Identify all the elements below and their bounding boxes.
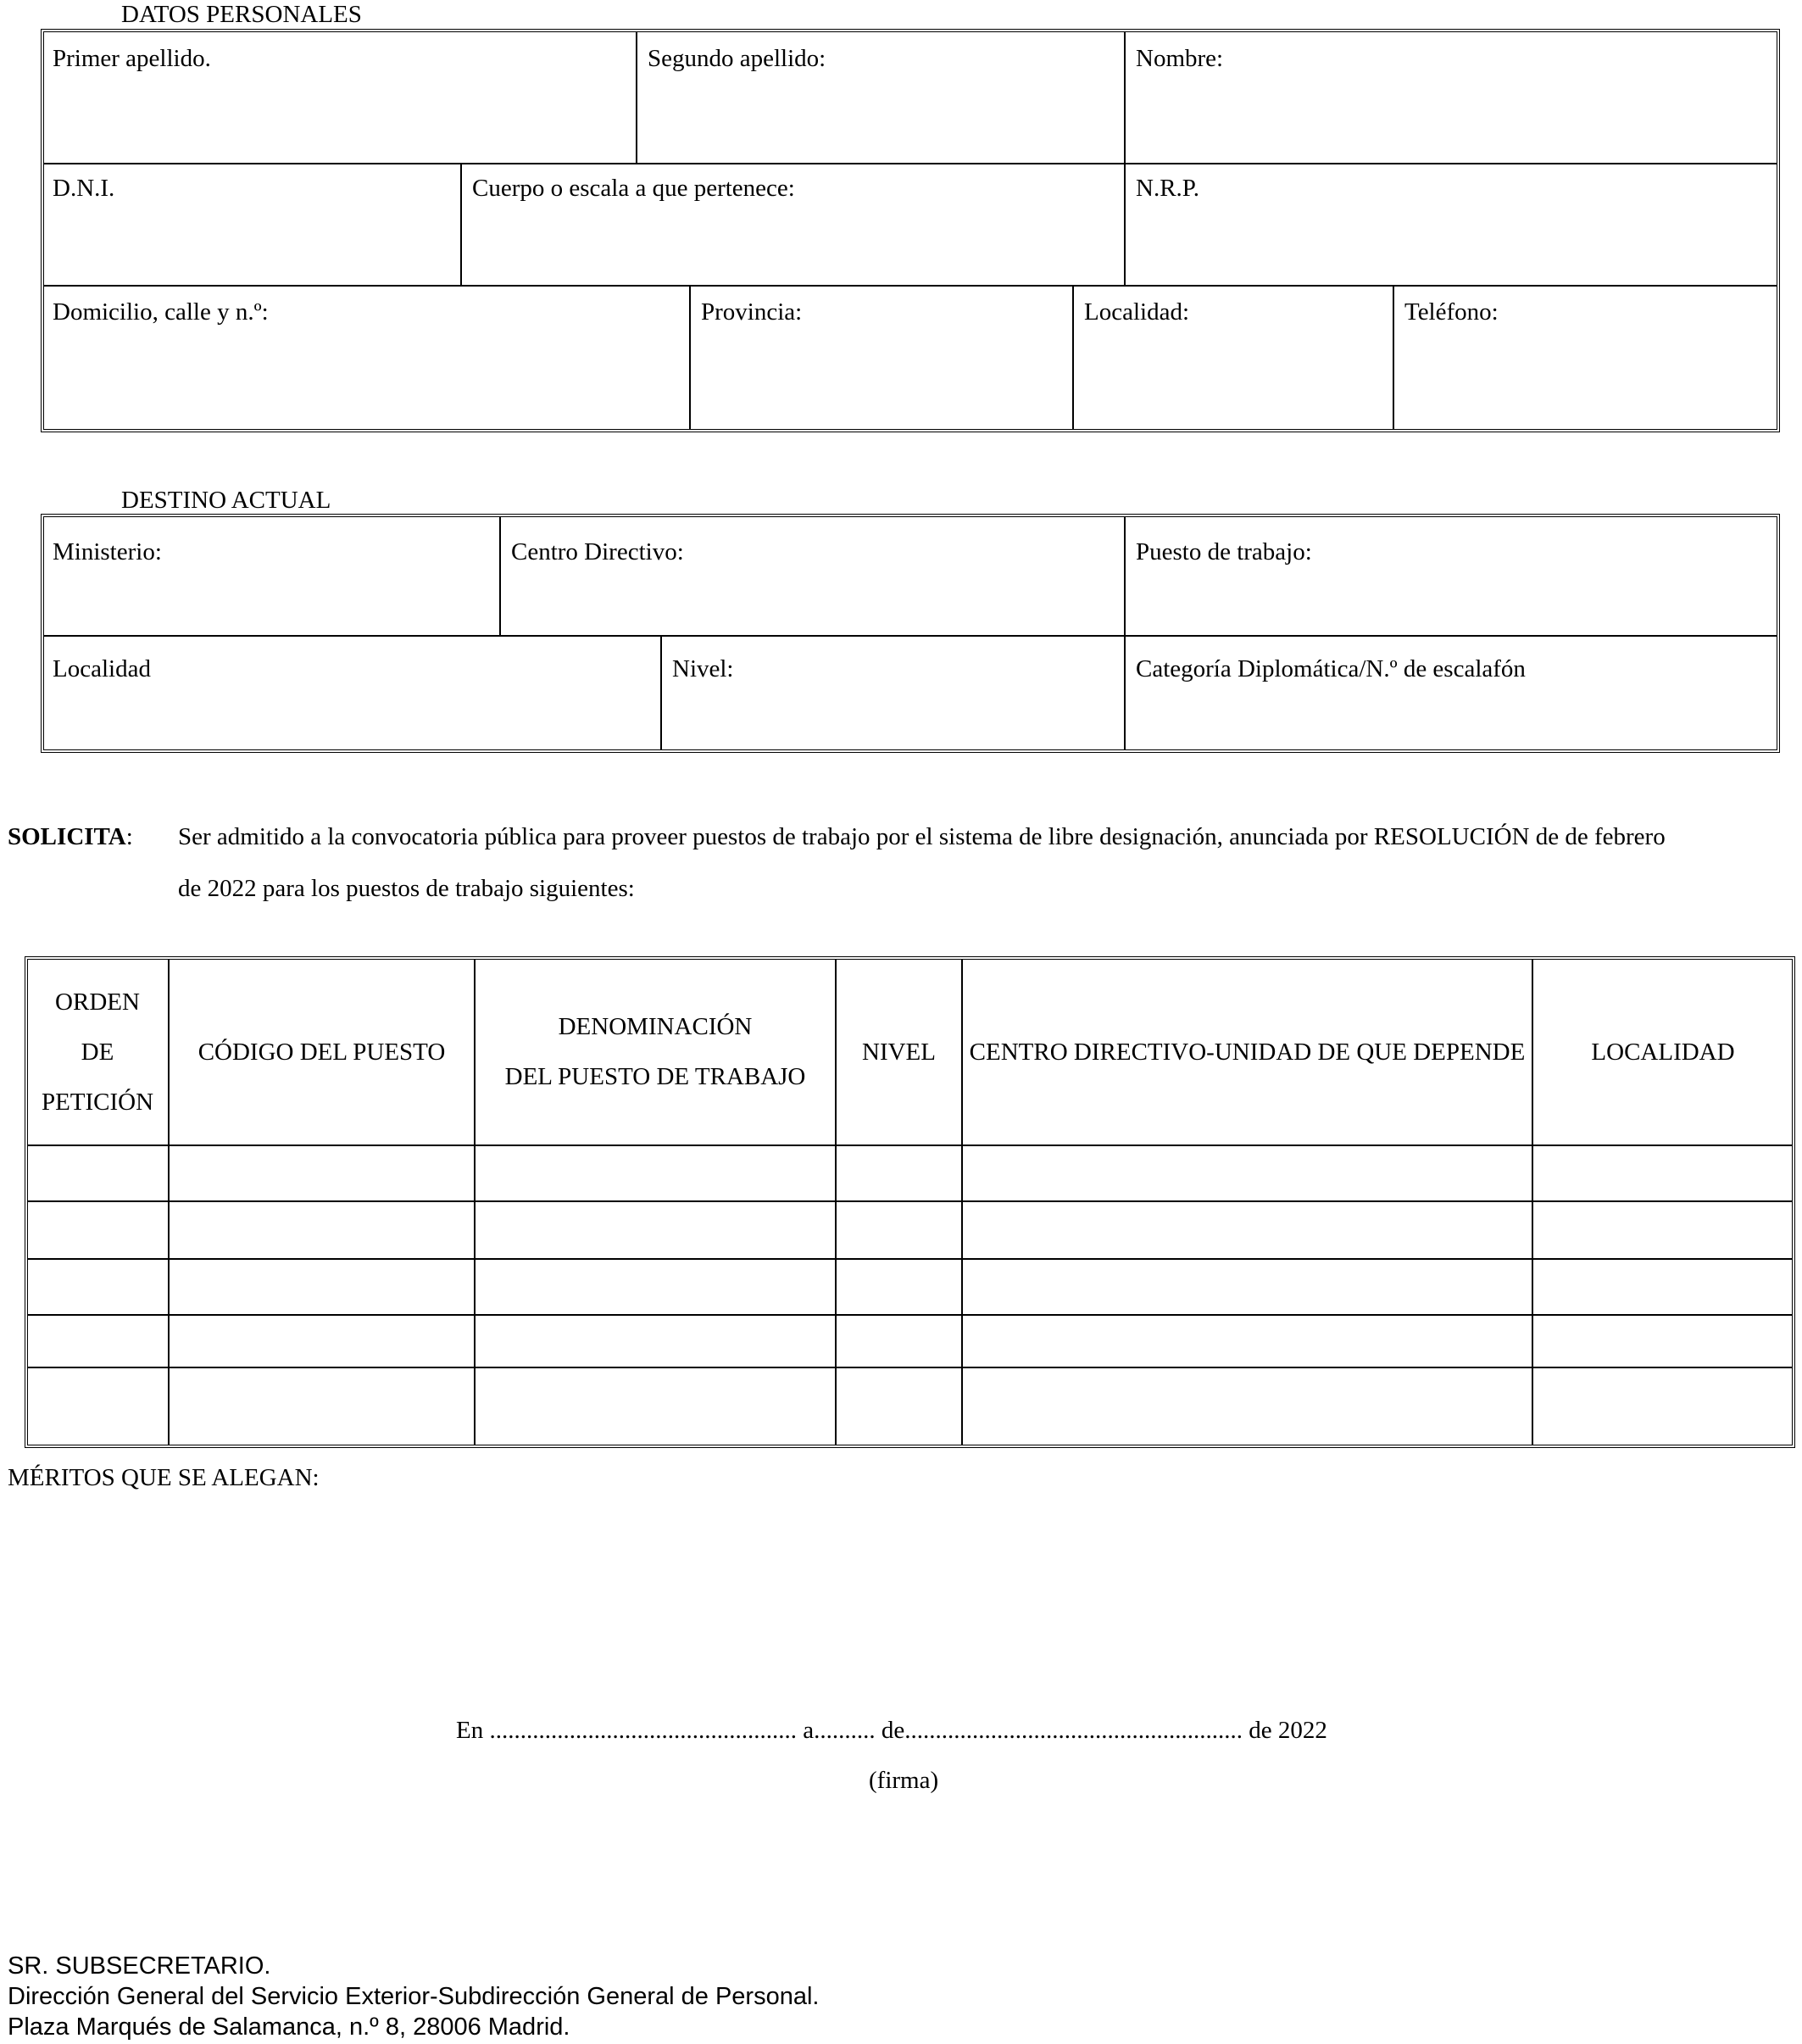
table-row[interactable] bbox=[27, 1316, 1793, 1367]
dni-field[interactable]: D.N.I. bbox=[53, 175, 115, 202]
centro-directivo-field[interactable]: Centro Directivo: bbox=[511, 538, 684, 565]
meritos-heading: MÉRITOS QUE SE ALEGAN: bbox=[8, 1464, 320, 1491]
destino-localidad-field[interactable]: Localidad bbox=[53, 655, 151, 682]
segundo-apellido-field[interactable]: Segundo apellido: bbox=[648, 45, 826, 72]
nivel-field[interactable]: Nivel: bbox=[672, 655, 734, 682]
solicita-text-line1: Ser admitido a la convocatoria pública para proveer puestos de trabajo por el sistema de libre designación, anunciada por RESOLUCIÓN de de febrero bbox=[178, 823, 1666, 850]
divider bbox=[1124, 517, 1126, 636]
solicita-label: SOLICITA: bbox=[8, 823, 133, 850]
footer-destinatario: SR. SUBSECRETARIO. bbox=[8, 1952, 271, 1980]
datos-personales-box bbox=[41, 29, 1780, 432]
divider bbox=[689, 286, 691, 429]
header-centro-directivo: CENTRO DIRECTIVO-UNIDAD DE QUE DEPENDE bbox=[969, 1039, 1526, 1066]
provincia-field[interactable]: Provincia: bbox=[701, 298, 803, 326]
nombre-field[interactable]: Nombre: bbox=[1136, 45, 1224, 72]
footer-address: Plaza Marqués de Salamanca, n.º 8, 28006 Madrid. bbox=[8, 2013, 570, 2041]
header-orden-peticion: ORDEN DE PETICIÓN bbox=[41, 988, 154, 1116]
firma-label: (firma) bbox=[869, 1767, 939, 1794]
primer-apellido-field[interactable]: Primer apellido. bbox=[53, 45, 211, 72]
divider bbox=[43, 635, 1777, 637]
divider bbox=[636, 32, 637, 164]
divider bbox=[43, 285, 1777, 287]
table-row[interactable] bbox=[27, 1368, 1793, 1445]
divider bbox=[1124, 164, 1126, 286]
fecha-lugar-line[interactable]: En .................................................. a.......... de....................................................... de 2022 bbox=[456, 1717, 1327, 1744]
footer-direccion-general: Dirección General del Servicio Exterior-Subdirección General de Personal. bbox=[8, 1983, 820, 2010]
categoria-diplomatica-field[interactable]: Categoría Diplomática/N.º de escalafón bbox=[1136, 655, 1526, 682]
header-codigo-puesto: CÓDIGO DEL PUESTO bbox=[197, 1039, 446, 1066]
telefono-field[interactable]: Teléfono: bbox=[1404, 298, 1499, 326]
puesto-trabajo-field[interactable]: Puesto de trabajo: bbox=[1136, 538, 1312, 565]
cuerpo-escala-field[interactable]: Cuerpo o escala a que pertenece: bbox=[472, 175, 795, 202]
header-localidad: LOCALIDAD bbox=[1591, 1039, 1735, 1066]
table-row[interactable] bbox=[27, 1146, 1793, 1200]
destino-actual-heading: DESTINO ACTUAL bbox=[121, 487, 331, 514]
divider bbox=[499, 517, 501, 636]
table-row[interactable] bbox=[27, 1260, 1793, 1314]
divider bbox=[1124, 32, 1126, 164]
datos-personales-heading: DATOS PERSONALES bbox=[121, 1, 362, 28]
ministerio-field[interactable]: Ministerio: bbox=[53, 538, 162, 565]
divider bbox=[660, 636, 662, 749]
header-nivel: NIVEL bbox=[862, 1039, 936, 1066]
divider bbox=[1124, 636, 1126, 749]
solicita-text-line2: de 2022 para los puestos de trabajo siguientes: bbox=[178, 875, 635, 902]
destino-actual-box bbox=[41, 514, 1780, 753]
divider bbox=[460, 164, 462, 286]
nrp-field[interactable]: N.R.P. bbox=[1136, 175, 1199, 202]
table-row[interactable] bbox=[27, 1202, 1793, 1258]
meritos-area[interactable] bbox=[8, 1497, 1788, 1701]
localidad-field[interactable]: Localidad: bbox=[1084, 298, 1190, 326]
divider bbox=[1072, 286, 1074, 429]
domicilio-field[interactable]: Domicilio, calle y n.º: bbox=[53, 298, 269, 326]
divider bbox=[1393, 286, 1394, 429]
header-denominacion: DENOMINACIÓN DEL PUESTO DE TRABAJO bbox=[504, 1013, 806, 1090]
divider bbox=[43, 163, 1777, 164]
